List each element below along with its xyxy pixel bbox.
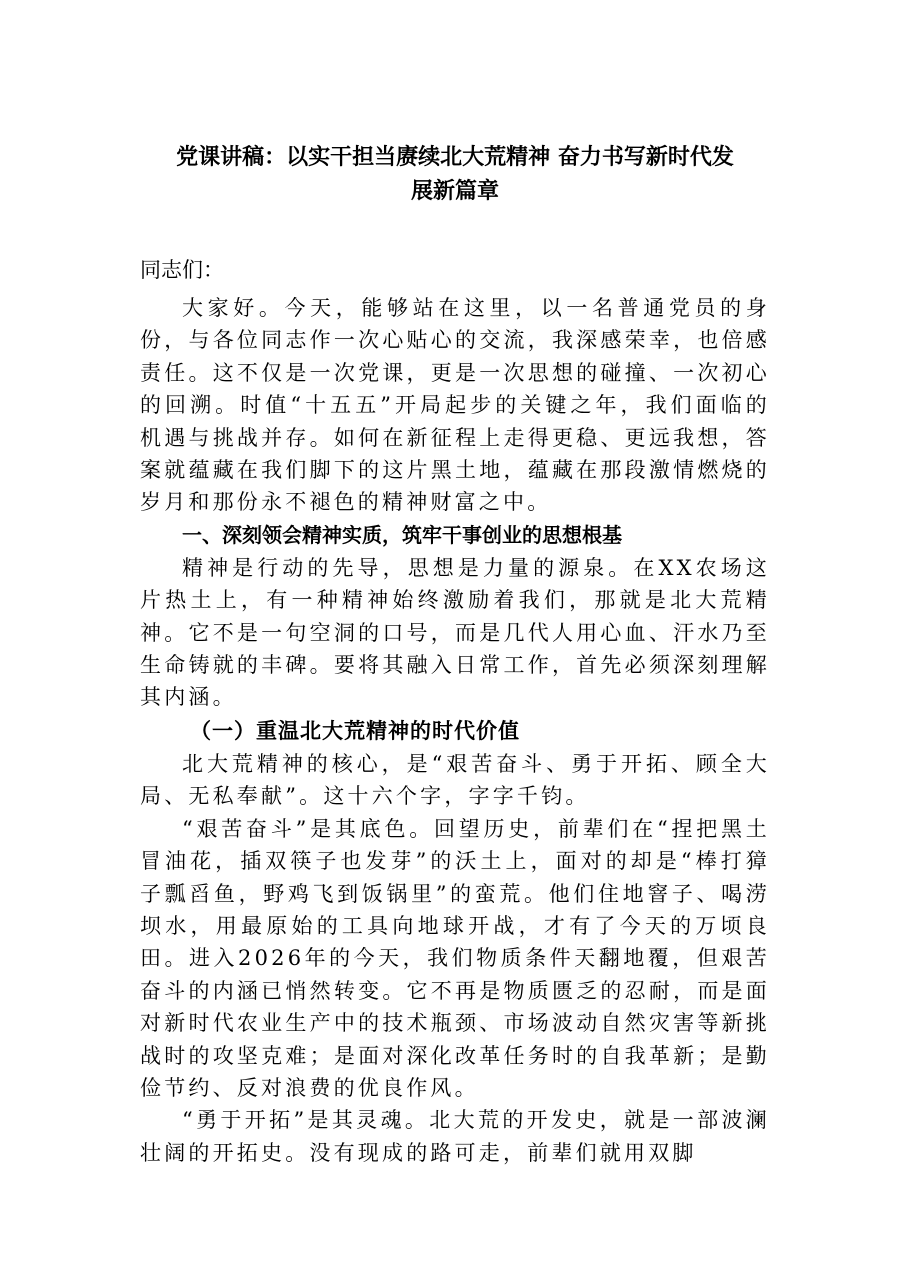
title-line-1: 党课讲稿：以实干担当赓续北大荒精神 奋力书写新时代发 — [176, 144, 734, 170]
greeting: 同志们： — [140, 258, 224, 282]
section-heading-1: 一、深刻领会精神实质，筑牢干事创业的思想根基 — [182, 522, 622, 547]
subsection-heading-1: （一）重温北大荒精神的时代价值 — [190, 717, 520, 743]
document-title — [140, 140, 770, 208]
paragraph-intro: 大家好。今天，能够站在这里，以一名普通党员的身份，与各位同志作一次心贴心的交流，我深感荣幸，也倍感责任。这不仅是一次党课，更是一次思想的碰撞、一次初心的回溯。时值“十五五”开局起步的关键之年，我们面临的机遇与挑战并存。如何在新征程上走得更稳、更远我想，答案就蕴藏在我们脚下的这片黑土地，蕴藏在那段激情燃烧的岁月和那份永不褪色的精神财富之中。 — [140, 296, 770, 515]
document-page — [140, 140, 770, 1169]
paragraph-core: 北大荒精神的核心，是“艰苦奋斗、勇于开拓、顾全大局、无私奉献”。这十六个字，字字千钧。 — [140, 751, 770, 809]
title-line-2: 展新篇章 — [410, 178, 499, 204]
paragraph-pioneering: “勇于开拓”是其灵魂。北大荒的开发史，就是一部波澜壮阔的开拓史。没有现成的路可走，前辈们就用双脚 — [140, 1108, 770, 1165]
paragraph-spirit: 精神是行动的先导，思想是力量的源泉。在XX农场这片热土上，有一种精神始终激励着我们，那就是北大荒精神。它不是一句空洞的口号，而是几代人用心血、汗水乃至生命铸就的丰碑。要将其融入日常工作，首先必须深刻理解其内涵。 — [140, 555, 770, 710]
paragraph-hard-work: “艰苦奋斗”是其底色。回望历史，前辈们在“捏把黑土冒油花，插双筷子也发芽”的沃土上，面对的却是“棒打獐子瓢舀鱼，野鸡飞到饭锅里”的蛮荒。他们住地窨子、喝涝坝水，用最原始的工具向地球开战，才有了今天的万顷良田。进入2026年的今天，我们物质条件天翻地覆，但艰苦奋斗的内涵已悄然转变。它不再是物质匮乏的忍耐，而是面对新时代农业生产中的技术瓶颈、市场波动自然灾害等新挑战时的攻坚克难；是面对深化改革任务时的自我革新；是勤俭节约、反对浪费的优良作风。 — [140, 816, 770, 1100]
